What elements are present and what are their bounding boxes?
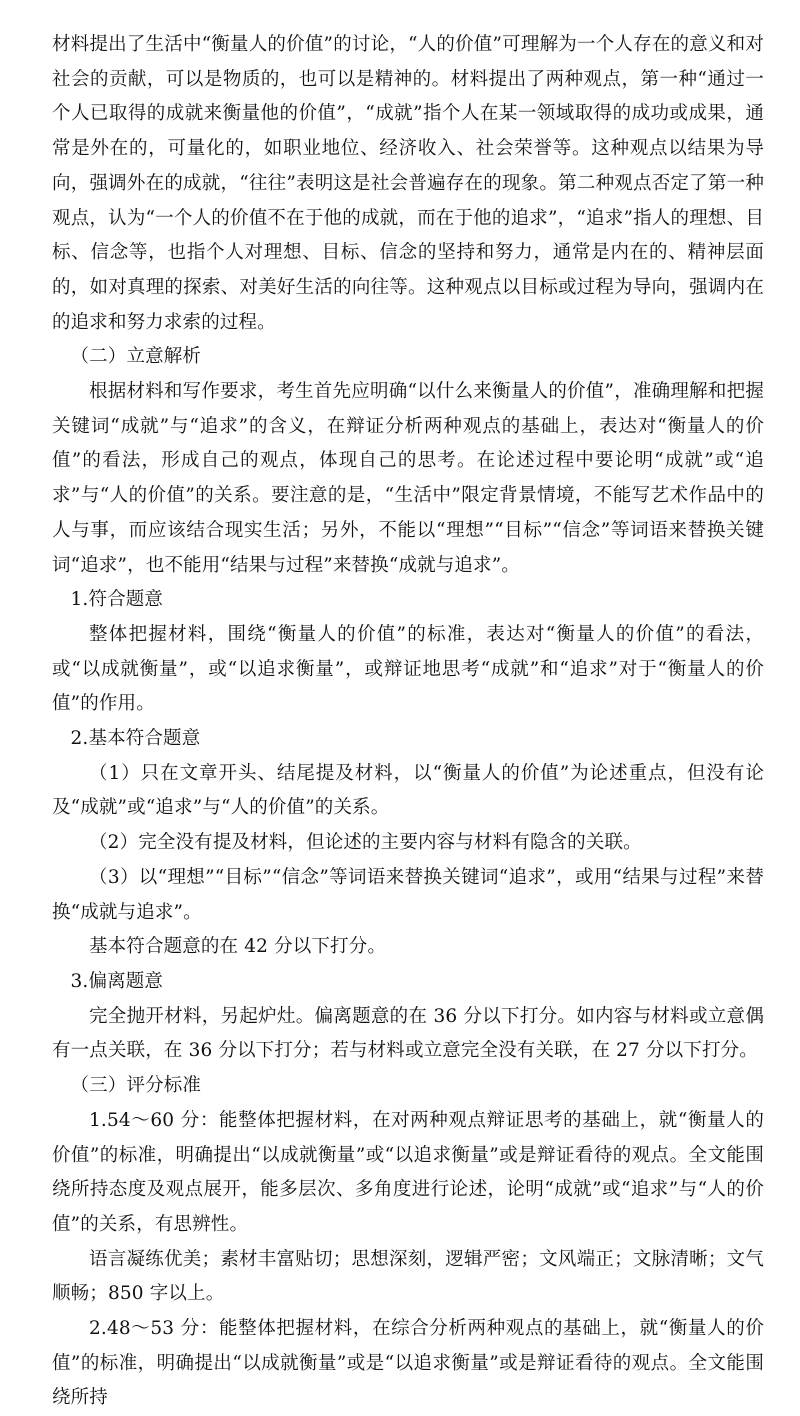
paragraph-criterion-1: （1）只在文章开头、结尾提及材料，以“衡量人的价值”为论述重点，但没有论及“成就”或“追求”与“人的价值”的关系。 [52, 762, 764, 819]
heading-basically-on-topic: 2.基本符合题意 [70, 728, 201, 750]
heading-theme-analysis: （二）立意解析 [70, 346, 202, 368]
paragraph-language-requirements: 语言凝练优美；素材丰富贴切；思想深刻，逻辑严密；文风端正；文脉清晰；文气顺畅；850 字以上。 [52, 1248, 764, 1305]
paragraph-on-topic: 整体把握材料，围绕“衡量人的价值”的标准，表达对“衡量人的价值”的看法，或“以成就衡量”，或“以追求衡量”，或辩证地思考“成就”和“追求”对于“衡量人的价值”的作用。 [52, 623, 764, 715]
paragraph-material-analysis: 材料提出了生活中“衡量人的价值”的讨论，“人的价值”可理解为一个人存在的意义和对社会的贡献，可以是物质的，也可以是精神的。材料提出了两种观点，第一种“通过一个人已取得的成就来衡量他的价值”，“成就”指个人在某一领域取得的成功或成果，通常是外在的，可量化的，如职业地位、经济收入、社会荣誉等。这种观点以结果为导向，强调外在的成就，“往往”表明这是社会普遍存在的现象。第二种观点否定了第一种观点，认为“一个人的价值不在于他的成就，而在于他的追求”，“追求”指人的理想、目标、信念等，也指个人对理想、目标、信念的坚持和努力，通常是内在的、精神层面的，如对真理的探索、对美好生活的向往等。这种观点以目标或过程为导向，强调内在的追求和努力求索的过程。 [52, 34, 764, 333]
heading-on-topic: 1.符合题意 [70, 589, 164, 611]
paragraph-theme-analysis: 根据材料和写作要求，考生首先应明确“以什么来衡量人的价值”，准确理解和把握关键词“成就”与“追求”的含义，在辩证分析两种观点的基础上，表达对“衡量人的价值”的看法，形成自己的观点，体现自己的思考。在论述过程中要论明“成就”或“追求”与“人的价值”的关系。要注意的是，“生活中”限定背景情境，不能写艺术作品中的人与事，而应该结合现实生活；另外，不能以“理想”“目标”“信念”等词语来替换关键词“追求”，也不能用“结果与过程”来替换“成就与追求”。 [52, 381, 764, 576]
paragraph-criterion-2: （2）完全没有提及材料，但论述的主要内容与材料有隐含的关联。 [89, 832, 642, 854]
paragraph-score-54-60: 1.54～60 分：能整体把握材料，在对两种观点辩证思考的基础上，就“衡量人的价值”的标准，明确提出“以成就衡量”或“以追求衡量”或是辩证看待的观点。全文能围绕所持态度及观点展开，能多层次、多角度进行论述，论明“成就”或“追求”与“人的价值”的关系，有思辨性。 [52, 1109, 764, 1235]
paragraph-criterion-3: （3）以“理想”“目标”“信念”等词语来替换关键词“追求”，或用“结果与过程”来替换“成就与追求”。 [52, 866, 764, 923]
heading-scoring-standard: （三）评分标准 [70, 1075, 202, 1097]
paragraph-score-48-53: 2.48～53 分：能整体把握材料，在综合分析两种观点的基础上，就“衡量人的价值”的标准，明确提出“以成就衡量”或是“以追求衡量”或是辩证看待的观点。全文能围绕所持 [52, 1318, 764, 1409]
paragraph-off-topic: 完全抛开材料，另起炉灶。偏离题意的在 36 分以下打分。如内容与材料或立意偶有一点关联，在 36 分以下打分；若与材料或立意完全没有关联，在 27 分以下打分。 [52, 1005, 764, 1062]
heading-off-topic: 3.偏离题意 [70, 970, 164, 992]
paragraph-basic-score: 基本符合题意的在 42 分以下打分。 [89, 936, 387, 958]
